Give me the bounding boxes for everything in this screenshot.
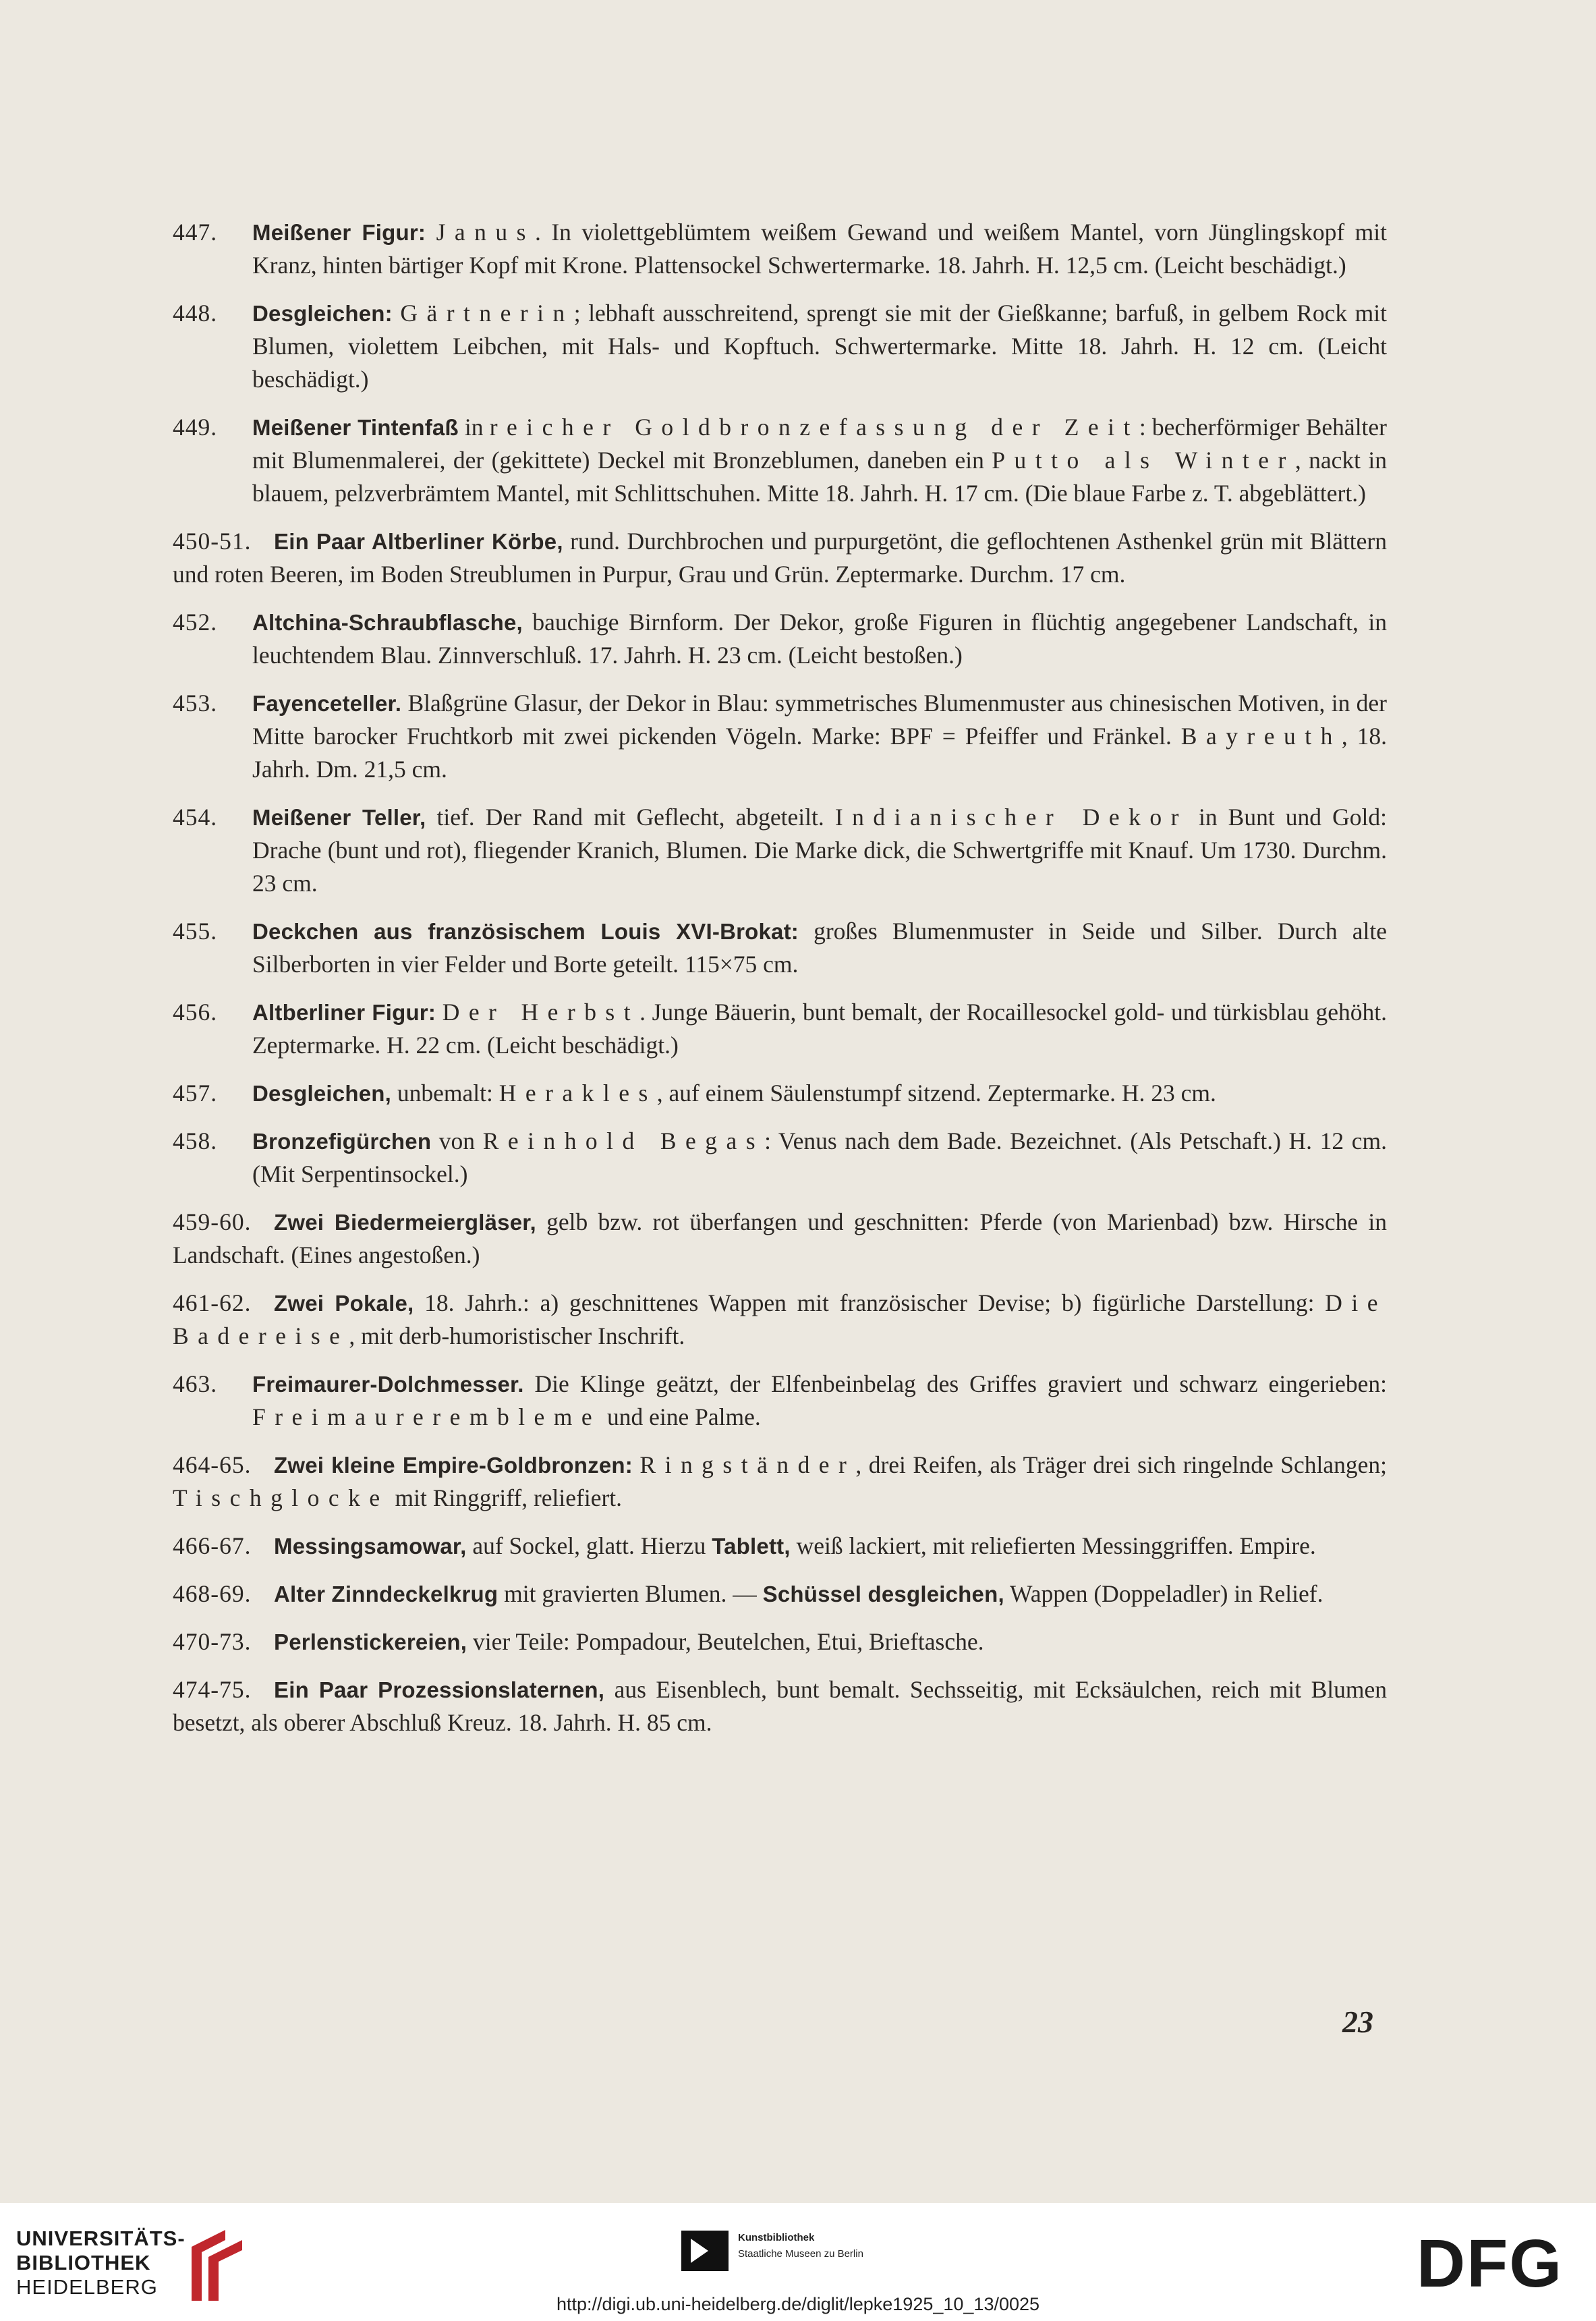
entry-body: , drei Reifen, als Träger drei sich ringelnde Schlangen; (855, 1451, 1387, 1478)
entry-number: 447. (173, 219, 218, 246)
entry-number: 448. (173, 300, 218, 327)
entry-text (173, 1577, 1387, 1611)
catalog-entry (173, 297, 1387, 396)
entry-text (173, 1449, 1387, 1515)
spaced-emphasis: Bayreuth (1180, 723, 1342, 750)
dfg-logo[interactable]: DFG (1417, 2226, 1564, 2301)
entry-subheading: Schüssel desgleichen, (762, 1582, 1004, 1606)
entry-number: 470-73. (173, 1628, 252, 1655)
entry-body: mit Ringgriff, reliefiert. (389, 1484, 623, 1511)
entry-body (393, 300, 401, 327)
entry-text (173, 525, 1387, 591)
entry-heading: Desgleichen, (252, 1081, 391, 1106)
entry-body: und eine Palme. (601, 1403, 761, 1430)
entry-heading: Freimaurer-Dolchmesser. (252, 1372, 524, 1397)
catalog-entry (173, 525, 1387, 591)
catalog-entry (173, 1206, 1387, 1272)
entry-body: in Bunt und Gold: Drache (bunt und rot), fliegender Kranich, Blumen. Die Marke dick, die Schwertgriffe mit Knauf. Um 1730. Durchm. 23 cm. (252, 804, 1387, 897)
catalog-entry (173, 1449, 1387, 1515)
ub-emblem-icon (185, 2227, 249, 2304)
entry-body: tief. Der Rand mit Geflecht, abgeteilt. (426, 804, 835, 831)
entry-text (252, 1077, 1387, 1110)
entry-body: bauchige Birnform. Der Dekor, große Figuren in flüchtig angegebener Landschaft, in leuchtendem Blau. Zinnverschluß. 17. Jahrh. H. 23 cm. (Leicht bestoßen.) (252, 609, 1387, 669)
entry-body: vier Teile: Pompadour, Beutelchen, Etui, Brieftasche. (467, 1628, 984, 1655)
spaced-emphasis: Herakles (498, 1080, 657, 1107)
catalog-entry (173, 801, 1387, 900)
entry-body: gelb bzw. rot überfangen und geschnitten: Pferde (von Marienbad) bzw. Hirsche in Landschaft. (Eines angestoßen.) (173, 1208, 1387, 1268)
page-number: 23 (1342, 2005, 1373, 2039)
entry-body: : becherförmiger Behälter mit Blumenmalerei, der (gekittete) Deckel mit Bronzeblumen, daneben ein (252, 414, 1387, 474)
entry-body: . Junge Bäuerin, bunt bemalt, der Rocaillesockel gold- und türkisblau gehöht. Zeptermarke. H. 22 cm. (Leicht beschädigt.) (252, 999, 1387, 1059)
entry-number: 450-51. (173, 528, 252, 555)
entry-body: Die Klinge geätzt, der Elfenbeinbelag des Griffes graviert und schwarz eingerieben: (523, 1370, 1387, 1397)
kunstbibliothek-logo[interactable] (681, 2227, 951, 2281)
entry-body (426, 219, 436, 246)
entry-body: , auf einem Säulenstumpf sitzend. Zeptermarke. H. 23 cm. (656, 1080, 1216, 1107)
entry-body: aus Eisenblech, bunt bemalt. Sechsseitig, mit Ecksäulchen, reich mit Blumen besetzt, als oberer Abschluß Kreuz. 18. Jahrh. H. 85 cm. (173, 1676, 1387, 1736)
entry-heading: Messingsamowar, (274, 1534, 467, 1559)
ub-logo-line2: BIBLIOTHEK (16, 2251, 151, 2274)
catalog-entry (173, 1077, 1387, 1110)
entry-text (252, 996, 1387, 1062)
entry-heading: Bronzefigürchen (252, 1129, 432, 1154)
catalog-entry (173, 1625, 1387, 1658)
entry-text (252, 1368, 1387, 1434)
entry-body: großes Blumenmuster in Seide und Silber. Durch alte Silberborten in vier Felder und Borte geteilt. 115×75 cm. (252, 918, 1387, 978)
entry-body: , mit derb-humoristischer Inschrift. (349, 1322, 685, 1349)
entry-heading: Altberliner Figur: (252, 1000, 436, 1025)
kunstbibliothek-name: Kunstbibliothek (738, 2232, 815, 2243)
entry-heading: Alter Zinndeckelkrug (274, 1582, 498, 1606)
entry-body: , 18. Jahrh. Dm. 21,5 cm. (252, 723, 1387, 783)
spaced-emphasis: Tischglocke (173, 1484, 389, 1511)
catalog-entry (173, 1125, 1387, 1191)
spaced-emphasis: Indianischer Dekor (834, 804, 1188, 831)
entry-text (173, 1287, 1387, 1353)
catalog-entry (173, 915, 1387, 981)
entry-body: unbemalt: (391, 1080, 499, 1107)
entry-number: 457. (173, 1080, 218, 1107)
spaced-emphasis: Gärtnerin (400, 300, 574, 327)
entry-number: 458. (173, 1127, 218, 1154)
entry-heading: Altchina-Schraubflasche, (252, 610, 523, 635)
entry-body: Wappen (Doppeladler) in Relief. (1004, 1580, 1323, 1607)
entry-heading: Zwei kleine Empire-Goldbronzen: (274, 1453, 633, 1478)
catalog-entry (173, 606, 1387, 672)
entry-heading: Meißener Teller, (252, 805, 426, 830)
entry-heading: Deckchen aus französischem Louis XVI-Brokat: (252, 919, 799, 944)
entry-text (252, 801, 1387, 900)
entry-body: von (431, 1127, 483, 1154)
spaced-emphasis: Der Herbst (442, 999, 640, 1026)
entry-text (252, 297, 1387, 396)
entry-body: 18. Jahrh.: a) geschnittenes Wappen mit französischer Devise; b) figürliche Darstellung: (414, 1289, 1326, 1316)
entry-body: Blaßgrüne Glasur, der Dekor in Blau: symmetrisches Blumenmuster aus chinesischen Motiven, in der Mitte barocker Fruchtkorb mit zwei pickenden Vögeln. Marke: BPF = Pfeiffer und Fränkel. (252, 690, 1387, 750)
entry-text (173, 1530, 1387, 1563)
entry-heading: Meißener Figur: (252, 220, 426, 245)
entry-text (173, 1625, 1387, 1658)
entry-body: : Venus nach dem Bade. Bezeichnet. (Als Petschaft.) H. 12 cm. (Mit Serpentinsockel.) (252, 1127, 1388, 1187)
entry-heading: Ein Paar Altberliner Körbe, (274, 529, 563, 554)
spaced-emphasis: Putto als Winter (992, 447, 1295, 474)
catalog-entry (173, 411, 1387, 510)
entry-heading: Zwei Biedermeiergläser, (274, 1210, 536, 1235)
entry-body (633, 1451, 639, 1478)
entry-body: in (458, 414, 490, 441)
catalog-entry (173, 1368, 1387, 1434)
entry-number: 474-75. (173, 1676, 252, 1703)
entry-text (252, 1125, 1387, 1191)
entry-number: 453. (173, 690, 218, 717)
catalog-entry (173, 996, 1387, 1062)
entry-text (252, 687, 1387, 786)
entry-body (436, 999, 443, 1026)
catalog-entry (173, 1530, 1387, 1563)
entry-text (252, 606, 1387, 672)
entry-heading: Perlenstickereien, (274, 1629, 467, 1654)
entry-body: weiß lackiert, mit reliefierten Messinggriffen. Empire. (790, 1532, 1316, 1559)
spaced-emphasis: Freimaurerembleme (252, 1403, 602, 1430)
entry-number: 456. (173, 999, 218, 1026)
entry-number: 464-65. (173, 1451, 252, 1478)
entry-heading: Ein Paar Prozessionslaternen, (274, 1677, 605, 1702)
entry-number: 452. (173, 609, 218, 636)
entry-number: 468-69. (173, 1580, 252, 1607)
entry-text (252, 216, 1387, 282)
entry-number: 455. (173, 918, 218, 945)
catalog-entry (173, 1577, 1387, 1611)
spaced-emphasis: Reinhold Begas (482, 1127, 765, 1154)
entry-body: mit gravierten Blumen. — (498, 1580, 763, 1607)
entry-text (173, 1673, 1387, 1739)
entry-heading: Zwei Pokale, (274, 1291, 414, 1316)
entry-body: . In violettgeblümtem weißem Gewand und weißem Mantel, vorn Jünglingskopf mit Kranz, hinten bärtiger Kopf mit Krone. Plattensockel Schwertermarke. 18. Jahrh. H. 12,5 cm. (Leicht beschädigt.) (252, 219, 1387, 279)
spaced-emphasis: Ringständer (639, 1451, 856, 1478)
spaced-emphasis: Janus (436, 219, 535, 246)
entry-heading: Fayenceteller. (252, 691, 402, 716)
catalog-entry (173, 687, 1387, 786)
entry-subheading: Tablett, (712, 1534, 791, 1559)
entry-number: 461-62. (173, 1289, 252, 1316)
ub-logo-line1: UNIVERSITÄTS- (16, 2227, 186, 2250)
entry-number: 466-67. (173, 1532, 252, 1559)
kunstbibliothek-subtitle: Staatliche Museen zu Berlin (738, 2248, 863, 2260)
entry-number: 454. (173, 804, 218, 831)
entry-text (252, 411, 1387, 510)
catalog-entry (173, 216, 1387, 282)
entry-body: auf Sockel, glatt. Hierzu (466, 1532, 712, 1559)
entry-body: rund. Durchbrochen und purpurgetönt, die geflochtenen Asthenkel grün mit Blättern und roten Beeren, im Boden Streublumen in Purpur, Grau und Grün. Zeptermarke. Durchm. 17 cm. (173, 528, 1388, 588)
entry-heading: Meißener Tintenfaß (252, 415, 459, 440)
entry-number: 449. (173, 414, 218, 441)
entry-body: , nackt in blauem, pelzverbrämtem Mantel, mit Schlittschuhen. Mitte 18. Jahrh. H. 17 cm. (Die blaue Farbe z. T. abgeblättert.) (252, 447, 1388, 507)
spaced-emphasis: reicher Goldbronzefassung der Zeit (489, 414, 1139, 441)
entry-number: 459-60. (173, 1208, 252, 1235)
entry-heading: Desgleichen: (252, 301, 393, 326)
entry-text (252, 915, 1387, 981)
entry-number: 463. (173, 1370, 218, 1397)
catalog-entry (173, 1287, 1387, 1353)
spaced-emphasis: Die Badereise (173, 1289, 1387, 1349)
kunstbibliothek-emblem-icon (681, 2231, 729, 2271)
source-url[interactable]: http://digi.ub.uni-heidelberg.de/diglit/lepke1925_10_13/0025 (556, 2294, 1040, 2314)
catalog-entry (173, 1673, 1387, 1739)
entry-text (173, 1206, 1387, 1272)
entry-body: ; lebhaft ausschreitend, sprengt sie mit der Gießkanne; barfuß, in gelbem Rock mit Blumen, violettem Leibchen, mit Hals- und Kopftuch. Schwertermarke. Mitte 18. Jahrh. H. 12 cm. (Leicht beschädigt.) (252, 300, 1387, 393)
ub-logo-line3: HEIDELBERG (16, 2275, 158, 2299)
